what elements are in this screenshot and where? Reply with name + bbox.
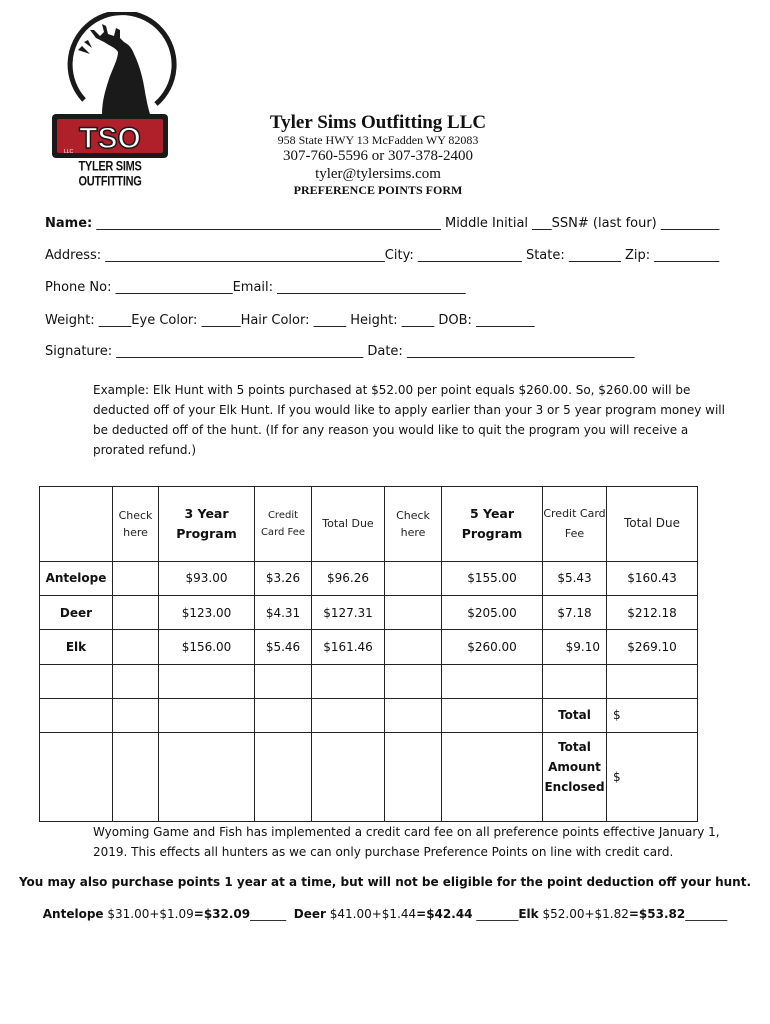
empty-cell	[442, 664, 543, 698]
check-box-3yr-deer[interactable]	[113, 595, 159, 629]
logo-monogram: TSO	[79, 122, 141, 155]
check-header-3yr: Check here	[113, 487, 159, 562]
elk-logo-graphic	[44, 12, 184, 182]
form-title: PREFERENCE POINTS FORM	[293, 183, 463, 197]
credit-card-fee-note: Wyoming Game and Fish has implemented a credit card fee on all preference points effective January 1, 2019. This effects all hunters as we can only purchase Preference Points on line with credit card.	[93, 825, 720, 859]
empty-cell	[385, 733, 442, 822]
cc-fee-header-5yr: Credit Card Fee	[543, 487, 607, 562]
check-box-3yr-elk[interactable]	[113, 630, 159, 664]
empty-cell	[312, 664, 385, 698]
price-3yr-elk: $156.00	[159, 630, 255, 664]
fee-3yr-elk: $5.46	[255, 630, 312, 664]
empty-cell	[442, 733, 543, 822]
table-row	[40, 561, 698, 595]
row-label-deer: Deer	[40, 595, 113, 629]
empty-cell	[159, 664, 255, 698]
empty-cell	[159, 733, 255, 822]
due-5yr-elk: $269.10	[607, 630, 698, 664]
fee-5yr-elk: $9.10	[543, 630, 607, 664]
check-box-3yr-antelope[interactable]	[113, 561, 159, 595]
elk-calc: $52.00+$1.82	[538, 907, 629, 921]
price-5yr-antelope: $155.00	[442, 561, 543, 595]
check-box-5yr-elk[interactable]	[385, 630, 442, 664]
total-due-header-3yr: Total Due	[312, 487, 385, 562]
due-3yr-antelope: $96.26	[312, 561, 385, 595]
signature-date-field-line[interactable]: Signature: ______________________________________ Date: ___________________________________	[45, 344, 635, 359]
check-header-5yr: Check here	[385, 487, 442, 562]
deer-blank[interactable]: _______	[472, 907, 519, 921]
empty-cell	[255, 664, 312, 698]
total-label: Total	[543, 698, 607, 732]
price-3yr-deer: $123.00	[159, 595, 255, 629]
fee-5yr-deer: $7.18	[543, 595, 607, 629]
due-5yr-antelope: $160.43	[607, 561, 698, 595]
table-row-empty	[40, 664, 698, 698]
antelope-calc: $31.00+$1.09	[103, 907, 194, 921]
deer-total: =$42.44	[416, 907, 473, 921]
single-year-note: You may also purchase points 1 year at a time, but will not be eligible for the point deduction off your hunt.	[18, 875, 752, 889]
name-field-line[interactable]	[45, 216, 719, 231]
empty-cell	[312, 698, 385, 732]
cc-fee-header-3yr: Credit Card Fee	[255, 487, 312, 562]
due-3yr-elk: $161.46	[312, 630, 385, 664]
name-field-blanks[interactable]: _____________________________________________________ Middle Initial ___SSN# (last four) _________	[92, 216, 720, 231]
fee-5yr-antelope: $5.43	[543, 561, 607, 595]
price-5yr-deer: $205.00	[442, 595, 543, 629]
name-label: Name:	[45, 216, 93, 231]
empty-cell	[113, 733, 159, 822]
due-3yr-deer: $127.31	[312, 595, 385, 629]
total-due-header-5yr: Total Due	[607, 487, 698, 562]
deer-calc: $41.00+$1.44	[325, 907, 417, 921]
physical-details-field-line[interactable]: Weight: _____Eye Color: ______Hair Color: _____ Height: _____ DOB: _________	[45, 313, 535, 328]
antelope-label: Antelope	[42, 907, 104, 921]
company-email: tyler@tylersims.com	[315, 166, 441, 182]
due-5yr-deer: $212.18	[607, 595, 698, 629]
logo-llc: LLC	[64, 149, 74, 155]
empty-cell	[113, 698, 159, 732]
table-row	[40, 595, 698, 629]
five-year-program-header: 5 Year Program	[442, 487, 543, 562]
company-address: 958 State HWY 13 McFadden WY 82083	[277, 133, 479, 147]
total-value-field[interactable]: $	[607, 698, 698, 732]
empty-cell	[312, 733, 385, 822]
price-3yr-antelope: $93.00	[159, 561, 255, 595]
empty-cell	[159, 698, 255, 732]
header-blank-cell	[40, 487, 113, 562]
table-row	[40, 630, 698, 664]
empty-cell	[40, 698, 113, 732]
preference-points-table	[39, 486, 698, 822]
empty-cell	[607, 664, 698, 698]
elk-label: Elk	[518, 907, 539, 921]
empty-cell	[255, 698, 312, 732]
address-field-line[interactable]: Address: ___________________________________________City: ________________ State: ________ Zip: __________	[45, 248, 720, 263]
antelope-blank[interactable]: ______	[250, 907, 294, 921]
check-box-5yr-antelope[interactable]	[385, 561, 442, 595]
empty-cell	[385, 698, 442, 732]
empty-cell	[40, 733, 113, 822]
company-name: Tyler Sims Outfitting LLC	[269, 112, 487, 133]
total-amount-enclosed-label: Total Amount Enclosed	[543, 733, 607, 822]
example-paragraph: Example: Elk Hunt with 5 points purchased at $52.00 per point equals $260.00. So, $260.00 will be deducted off of your Elk Hunt. If you would like to apply earlier than your 3 or 5 year program money will be deducted off of the hunt. (If for any reason you would like to quit the program you will receive a prorated refund.)	[93, 383, 725, 457]
row-label-antelope: Antelope	[40, 561, 113, 595]
fee-3yr-antelope: $3.26	[255, 561, 312, 595]
empty-cell[interactable]	[113, 664, 159, 698]
company-phone: 307-760-5596 or 307-378-2400	[283, 148, 473, 164]
single-year-prices	[0, 907, 770, 921]
empty-cell	[40, 664, 113, 698]
elk-total: =$53.82	[628, 907, 686, 921]
fee-3yr-deer: $4.31	[255, 595, 312, 629]
row-label-elk: Elk	[40, 630, 113, 664]
enclosed-row	[40, 733, 698, 822]
phone-email-field-line[interactable]: Phone No: __________________Email: _____________________________	[45, 280, 466, 295]
price-5yr-elk: $260.00	[442, 630, 543, 664]
empty-cell[interactable]	[385, 664, 442, 698]
deer-label: Deer	[293, 907, 326, 921]
three-year-program-header: 3 Year Program	[159, 487, 255, 562]
elk-blank[interactable]: _______	[685, 907, 728, 921]
total-row	[40, 698, 698, 732]
total-enclosed-value-field[interactable]: $	[607, 733, 698, 822]
antelope-total: =$32.09	[193, 907, 251, 921]
empty-cell	[543, 664, 607, 698]
empty-cell	[442, 698, 543, 732]
check-box-5yr-deer[interactable]	[385, 595, 442, 629]
empty-cell	[255, 733, 312, 822]
company-logo	[44, 12, 184, 182]
logo-caption: TYLER SIMS OUTFITTING	[78, 159, 142, 189]
